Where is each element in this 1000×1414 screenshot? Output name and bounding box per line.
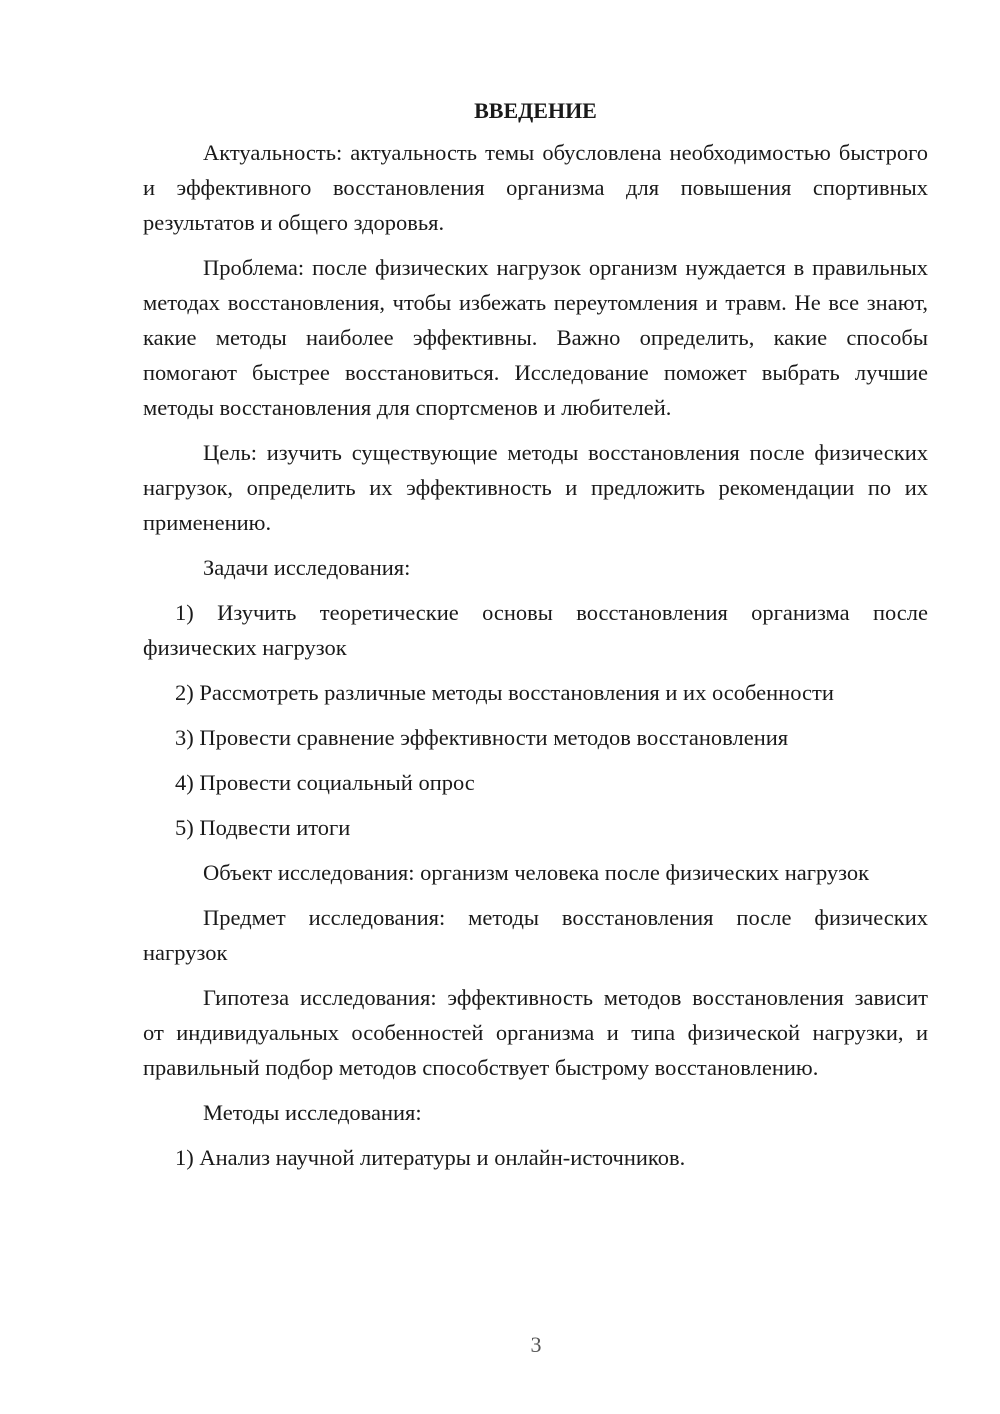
hypothesis-paragraph: Гипотеза исследования: эффективность методов восстановления зависит от индивидуальных особенностей организма и типа физической нагрузки, и правильный подбор методов способствует быстрому восстановлению. xyxy=(143,985,928,1080)
task-item-3: 3) Провести сравнение эффективности методов восстановления xyxy=(175,725,789,750)
relevance-paragraph: Актуальность: актуальность темы обусловлена необходимостью быстрого и эффективного восстановления организма для повышения спортивных результатов и общего здоровья. xyxy=(143,140,928,235)
problem-paragraph: Проблема: после физических нагрузок организм нуждается в правильных методах восстановления, чтобы избежать переутомления и травм. Не все знают, какие методы наиболее эффективны. Важно определить, какие способы помогают быстрее восстановиться. Исследование поможет выбрать лучшие методы восстановления для спортсменов и любителей. xyxy=(143,255,928,420)
task-item-4: 4) Провести социальный опрос xyxy=(175,770,475,795)
object-paragraph: Объект исследования: организм человека после физических нагрузок xyxy=(203,860,870,885)
task-item-5: 5) Подвести итоги xyxy=(175,815,351,840)
page-number: 3 xyxy=(530,1332,542,1357)
methods-heading: Методы исследования: xyxy=(203,1100,422,1125)
method-item-1: 1) Анализ научной литературы и онлайн-источников. xyxy=(175,1145,686,1170)
page-title: ВВЕДЕНИЕ xyxy=(474,98,597,123)
task-item-2: 2) Рассмотреть различные методы восстановления и их особенности xyxy=(175,680,834,705)
goal-paragraph: Цель: изучить существующие методы восстановления после физических нагрузок, определить их эффективность и предложить рекомендации по их применению. xyxy=(143,440,928,535)
task-item-1: 1) Изучить теоретические основы восстановления организма после физических нагрузок xyxy=(143,600,928,660)
document-page xyxy=(143,96,928,1185)
subject-paragraph: Предмет исследования: методы восстановления после физических нагрузок xyxy=(143,905,928,965)
tasks-heading: Задачи исследования: xyxy=(203,555,411,580)
